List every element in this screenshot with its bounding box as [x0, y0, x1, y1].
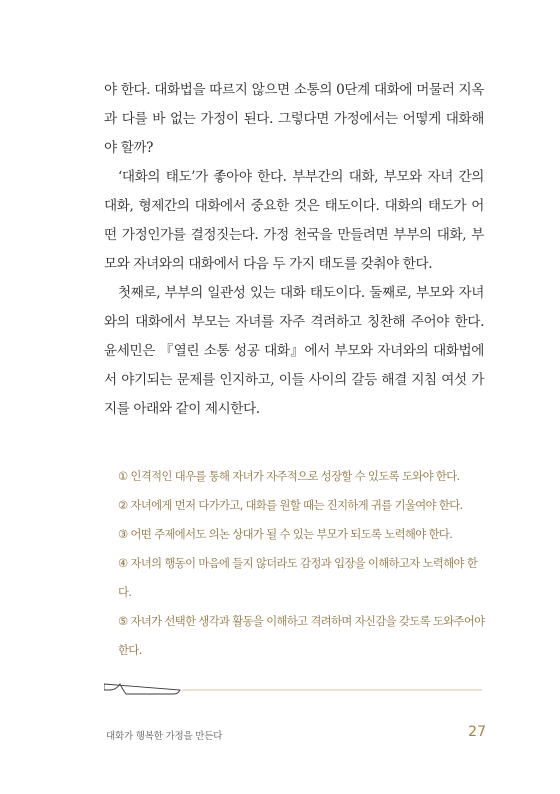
guideline-item-1: ① 인격적인 대우를 통해 자녀가 자주적으로 성장할 수 있도록 도와야 한다. — [118, 470, 460, 483]
divider-bracket-mark — [104, 684, 180, 694]
paragraph-continuation: 야 한다. 대화법을 따르지 않으면 소통의 0단계 대화에 머물러 지옥과 다를 바 없는 가정이 된다. 그렇다면 가정에서는 어떻게 대화해야 할까? — [104, 82, 484, 156]
body-text — [104, 76, 484, 424]
guideline-item-5: ⑤ 자녀가 선택한 생각과 활동을 이해하고 격려하며 자신감을 갖도록 도와주어야 한다. — [118, 615, 485, 657]
guideline-item-4: ④ 자녀의 행동이 마음에 들지 않더라도 감정과 입장을 이해하고자 노력해야 한다. — [118, 557, 478, 599]
guideline-item-3: ③ 어떤 주제에서도 의논 상대가 될 수 있는 부모가 되도록 노력해야 한다. — [118, 528, 453, 541]
guideline-list — [118, 462, 488, 665]
decorative-divider — [104, 682, 484, 698]
running-footer-title: 대화가 행복한 가정을 만든다 — [106, 731, 223, 742]
paragraph-dialogue-attitude: ‘대화의 태도’가 좋아야 한다. 부부간의 대화, 부모와 자녀 간의 대화, 형제간의 대화에서 중요한 것은 태도이다. 대화의 태도가 어떤 가정인가를 결정짓는다. 가정 천국을 만들려면 부부의 대화, 부모와 자녀와의 대화에서 다음 두 가지 태도를 갖춰야 한다. — [104, 169, 484, 272]
page-number: 27 — [468, 724, 486, 740]
paragraph-two-attitudes: 첫째로, 부부의 일관성 있는 대화 태도이다. 둘째로, 부모와 자녀와의 대화에서 부모는 자녀를 자주 격려하고 칭찬해 주어야 한다. 윤세민은 『열린 소통 성공 대화』에서 부모와 자녀와의 대화법에서 야기되는 문제를 인지하고, 이들 사이의 갈등 해결 지침 여섯 가지를 아래와 같이 제시한다. — [104, 285, 484, 417]
guideline-item-2: ② 자녀에게 먼저 다가가고, 대화를 원할 때는 진지하게 귀를 기울여야 한다. — [118, 499, 463, 512]
